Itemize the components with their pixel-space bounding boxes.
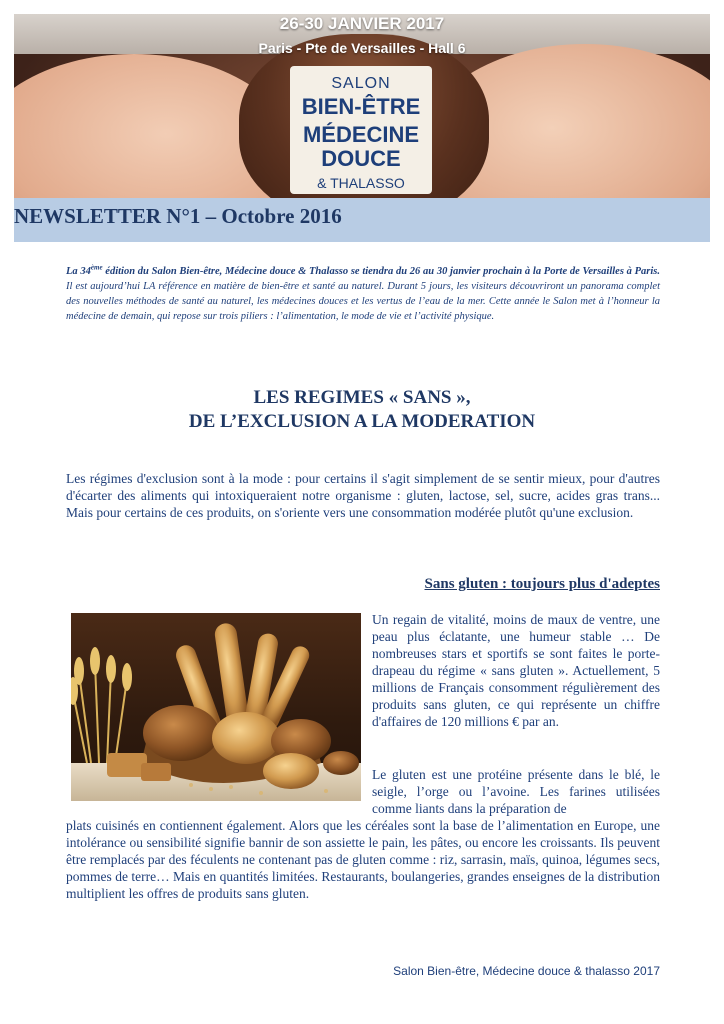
- article-title-line1: LES REGIMES « SANS »,: [253, 387, 471, 408]
- event-venue: Paris - Pte de Versailles - Hall 6: [258, 40, 466, 56]
- newsletter-header-bar: [14, 198, 710, 242]
- article-title-line2: DE L’EXCLUSION A LA MODERATION: [188, 411, 536, 432]
- bread-illustration: [71, 613, 361, 801]
- logo-line-thalasso: & THALASSO: [317, 175, 405, 191]
- intro-lead: [66, 263, 661, 277]
- intro-lead-rest: édition du Salon Bien-être, Médecine douce & Thalasso se tiendra du 26 au 30 janvier prochain à la Porte de Versailles à Paris.: [102, 265, 661, 277]
- header-banner: [14, 14, 710, 198]
- salon-logo: [290, 66, 432, 194]
- newsletter-title: NEWSLETTER N°1 – Octobre 2016: [14, 204, 342, 228]
- article-paragraph-3-start: Le gluten est une protéine présente dans le blé, le seigle, l’orge ou l’avoine. Les farines utilisées comme liants dans la préparation de: [372, 767, 660, 816]
- logo-line-douce: DOUCE: [321, 146, 401, 171]
- article-paragraph-3-continued: plats cuisinés en contiennent également. Alors que les céréales sont la base de l’alimentation en Europe, une intolérance ou sensibilité signifie bannir de son assiette le pain, les pâtes, ou encore les croissants. Ils peuvent être remplacés par des féculents ne contenant pas de gluten comme : riz, sarrasin, maïs, quinoa, légumes secs, pommes de terre… Mais en quantités limitées. Restaurants, boulangeries, grandes enseignes de la distribution multiplient les offres de produits sans gluten.: [66, 818, 660, 901]
- article-paragraph-1: Les régimes d'exclusion sont à la mode : pour certains il s'agit simplement de se sentir mieux, pour d'autres d'écarter des aliments qui intoxiqueraient notre organisme : gluten, lactose, sel, sucre, acides gras trans... Mais pour certains de ces produits, on s'oriente vers une consommation modérée plutôt qu'une exclusion.: [66, 471, 660, 520]
- logo-line-bien-etre: BIEN-ÊTRE: [301, 94, 421, 119]
- bread-photo: [71, 613, 361, 801]
- intro-paragraph: [66, 260, 660, 324]
- intro-ordinal-sup: ème: [90, 263, 103, 271]
- article-paragraph-2: Un regain de vitalité, moins de maux de ventre, une peau plus éclatante, une humeur stable … De nombreuses stars et sportifs se sont faites le porte-drapeau du régime « sans gluten ». Actuellement, 5 millions de Français consomment régulièrement des produits sans gluten, ce qui représente un chiffre d'affaires de 120 millions € par an.: [372, 612, 660, 729]
- page-footer: Salon Bien-être, Médecine douce & thalasso 2017: [393, 964, 660, 978]
- intro-body: Il est aujourd’hui LA référence en matière de bien-être et santé au naturel. Durant 5 jours, les visiteurs découvriront un panorama complet des nouvelles méthodes de santé au naturel, les médecines douces et les vertus de l’eau de la mer. Cette année le Salon met à l’honneur la médecine de demain, qui repose sur trois piliers : l’alimentation, le mode de vie et l’activité physique.: [66, 280, 660, 322]
- article-title: [14, 386, 710, 434]
- section-subheading: Sans gluten : toujours plus d'adeptes: [424, 576, 660, 592]
- logo-line-salon: SALON: [331, 75, 391, 92]
- event-dates: 26-30 JANVIER 2017: [279, 14, 445, 33]
- intro-lead-start: La 34: [66, 265, 91, 277]
- logo-line-medecine: MÉDECINE: [302, 122, 420, 147]
